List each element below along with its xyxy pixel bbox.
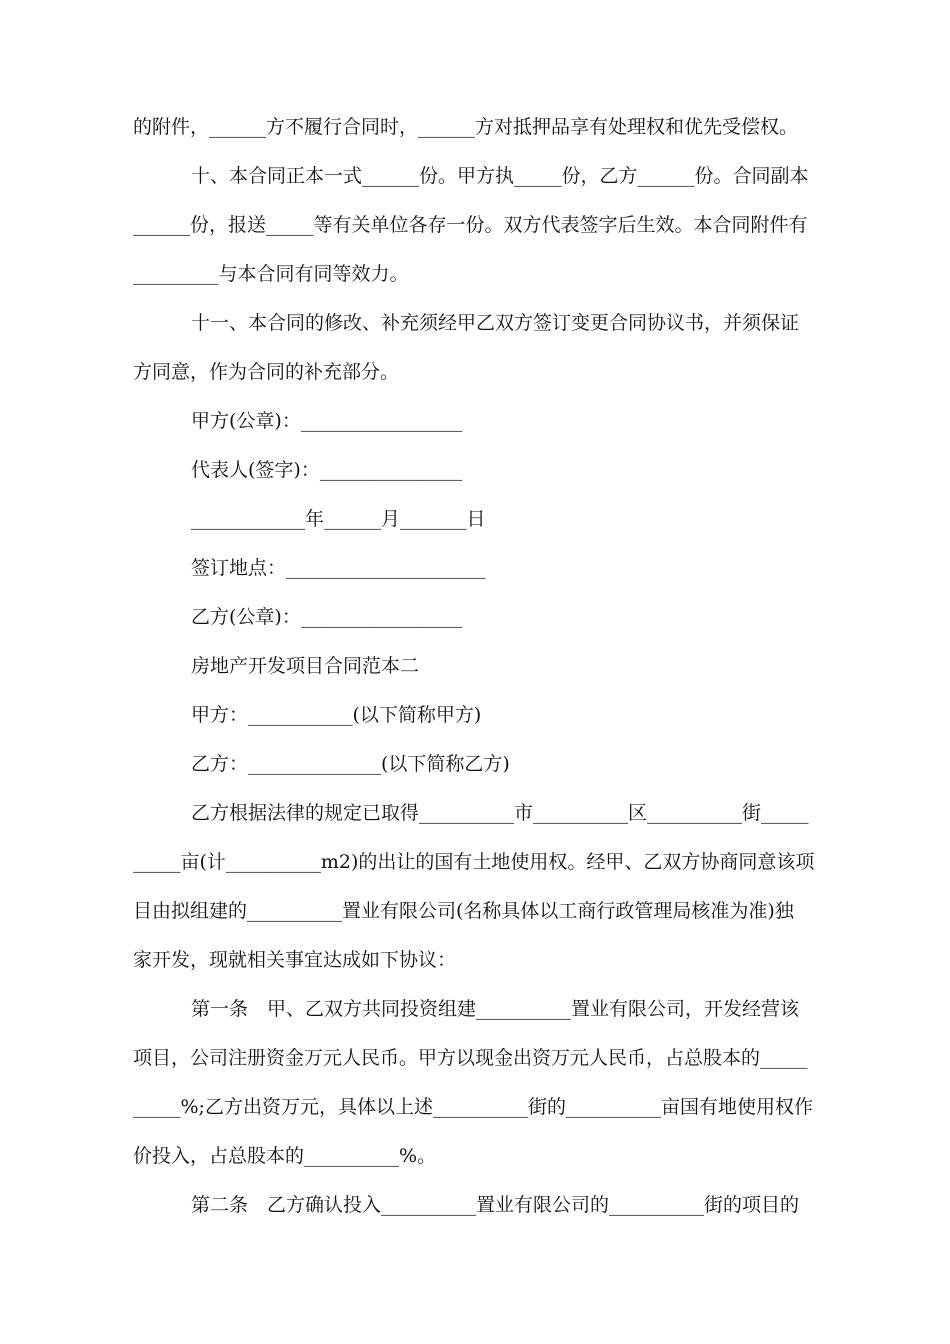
paragraph-line: ______份，报送_____等有关单位各存一份。双方代表签字后生效。本合同附件有 — [133, 214, 808, 236]
signing-place-line: 签订地点：_____________________ — [191, 557, 486, 579]
clause-eleven-line: 十一、本合同的修改、补充须经甲乙双方签订变更合同协议书，并须保证 — [191, 312, 800, 334]
paragraph-line: _____亩(计__________m2)的出让的国有土地使用权。经甲、乙双方协商同意该项 — [133, 851, 815, 873]
paragraph-line: 目由拟组建的__________置业有限公司(名称具体以工商行政管理局核准为准)独 — [133, 900, 794, 922]
document-page — [133, 103, 823, 1230]
date-line: ____________年______月_______日 — [191, 508, 486, 530]
article-one-line: 第一条 甲、乙双方共同投资组建__________置业有限公司，开发经营该 — [191, 998, 800, 1020]
representative-signature-line: 代表人(签字)：_______________ — [191, 459, 463, 481]
paragraph-line: 家开发，现就相关事宜达成如下协议： — [133, 949, 457, 971]
paragraph-line: 价投入，占总股本的__________%。 — [133, 1145, 437, 1167]
paragraph-line: 项目，公司注册资金万元人民币。甲方以现金出资万元人民币，占总股本的_____ — [133, 1047, 808, 1069]
paragraph-line: 方同意，作为合同的补充部分。 — [133, 361, 400, 383]
section-title: 房地产开发项目合同范本二 — [191, 655, 420, 677]
party-b-seal-line: 乙方(公章)：_________________ — [191, 606, 463, 628]
clause-ten-line: 十、本合同正本一式______份。甲方执_____份，乙方______份。合同副本 — [191, 165, 809, 187]
paragraph-line: 乙方根据法律的规定已取得__________市__________区__________街_____ — [191, 802, 809, 824]
paragraph-line: _____%;乙方出资万元，具体以上述__________街的__________亩国有地使用权作 — [133, 1096, 813, 1118]
party-a-seal-line: 甲方(公章)：_________________ — [191, 410, 463, 432]
party-a-line: 甲方：___________(以下简称甲方) — [191, 704, 482, 726]
article-two-line: 第二条 乙方确认投入__________置业有限公司的__________街的项目的 — [191, 1194, 800, 1216]
paragraph-line: _________与本合同有同等效力。 — [133, 263, 409, 285]
paragraph-line: 的附件，______方不履行合同时，______方对抵押品享有处理权和优先受偿权。 — [133, 116, 799, 138]
party-b-line: 乙方：______________(以下简称乙方) — [191, 753, 510, 775]
